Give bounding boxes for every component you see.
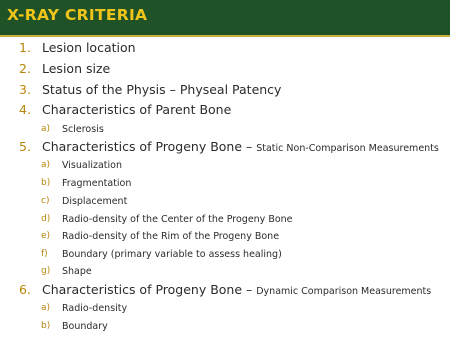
sub-item-letter: c) — [41, 196, 50, 206]
sub-item-text: Radio-density — [62, 303, 128, 314]
item-text: Status of the Physis – Physeal Patency — [42, 82, 282, 97]
item-number: 5. — [19, 139, 31, 154]
sub-item-letter: g) — [41, 266, 51, 276]
sub-item-text: Boundary — [62, 321, 108, 332]
sub-item-text: Fragmentation — [62, 178, 132, 189]
item-number: 1. — [19, 40, 31, 55]
sub-item-letter: a) — [41, 160, 51, 170]
sub-item-text: Radio-density of the Center of the Progeny Bone — [62, 214, 293, 225]
item-text-main: Characteristics of Progeny Bone – — [42, 139, 257, 154]
item-text-note: Dynamic Comparison Measurements — [256, 286, 432, 297]
sub-item-text: Boundary (primary variable to assess healing) — [62, 249, 282, 260]
item-text — [42, 282, 431, 297]
sub-item-letter: a) — [41, 124, 51, 134]
item-text-note: Static Non-Comparison Measurements — [256, 143, 439, 154]
item-number: 3. — [19, 82, 31, 97]
item-text: Lesion location — [42, 40, 136, 55]
item-text-main: Characteristics of Progeny Bone – — [42, 282, 257, 297]
item-text: Lesion size — [42, 61, 111, 76]
slide-title: X-RAY CRITERIA — [7, 6, 148, 24]
title-bar — [0, 0, 450, 35]
sub-item-letter: b) — [41, 178, 51, 188]
item-number: 4. — [19, 102, 31, 117]
sub-item-text: Displacement — [62, 196, 128, 207]
item-text — [42, 139, 439, 154]
title-underline — [0, 35, 450, 37]
item-number: 6. — [19, 282, 31, 297]
sub-item-text: Shape — [62, 266, 92, 277]
sub-item-letter: f) — [41, 249, 48, 259]
sub-item-letter: b) — [41, 321, 51, 331]
sub-item-text: Visualization — [62, 160, 123, 171]
sub-item-text: Sclerosis — [62, 124, 104, 135]
sub-item-letter: a) — [41, 303, 51, 313]
sub-item-letter: d) — [41, 214, 51, 224]
sub-item-letter: e) — [41, 231, 51, 241]
item-number: 2. — [19, 61, 31, 76]
sub-item-text: Radio-density of the Rim of the Progeny Bone — [62, 231, 280, 242]
item-text: Characteristics of Parent Bone — [42, 102, 232, 117]
